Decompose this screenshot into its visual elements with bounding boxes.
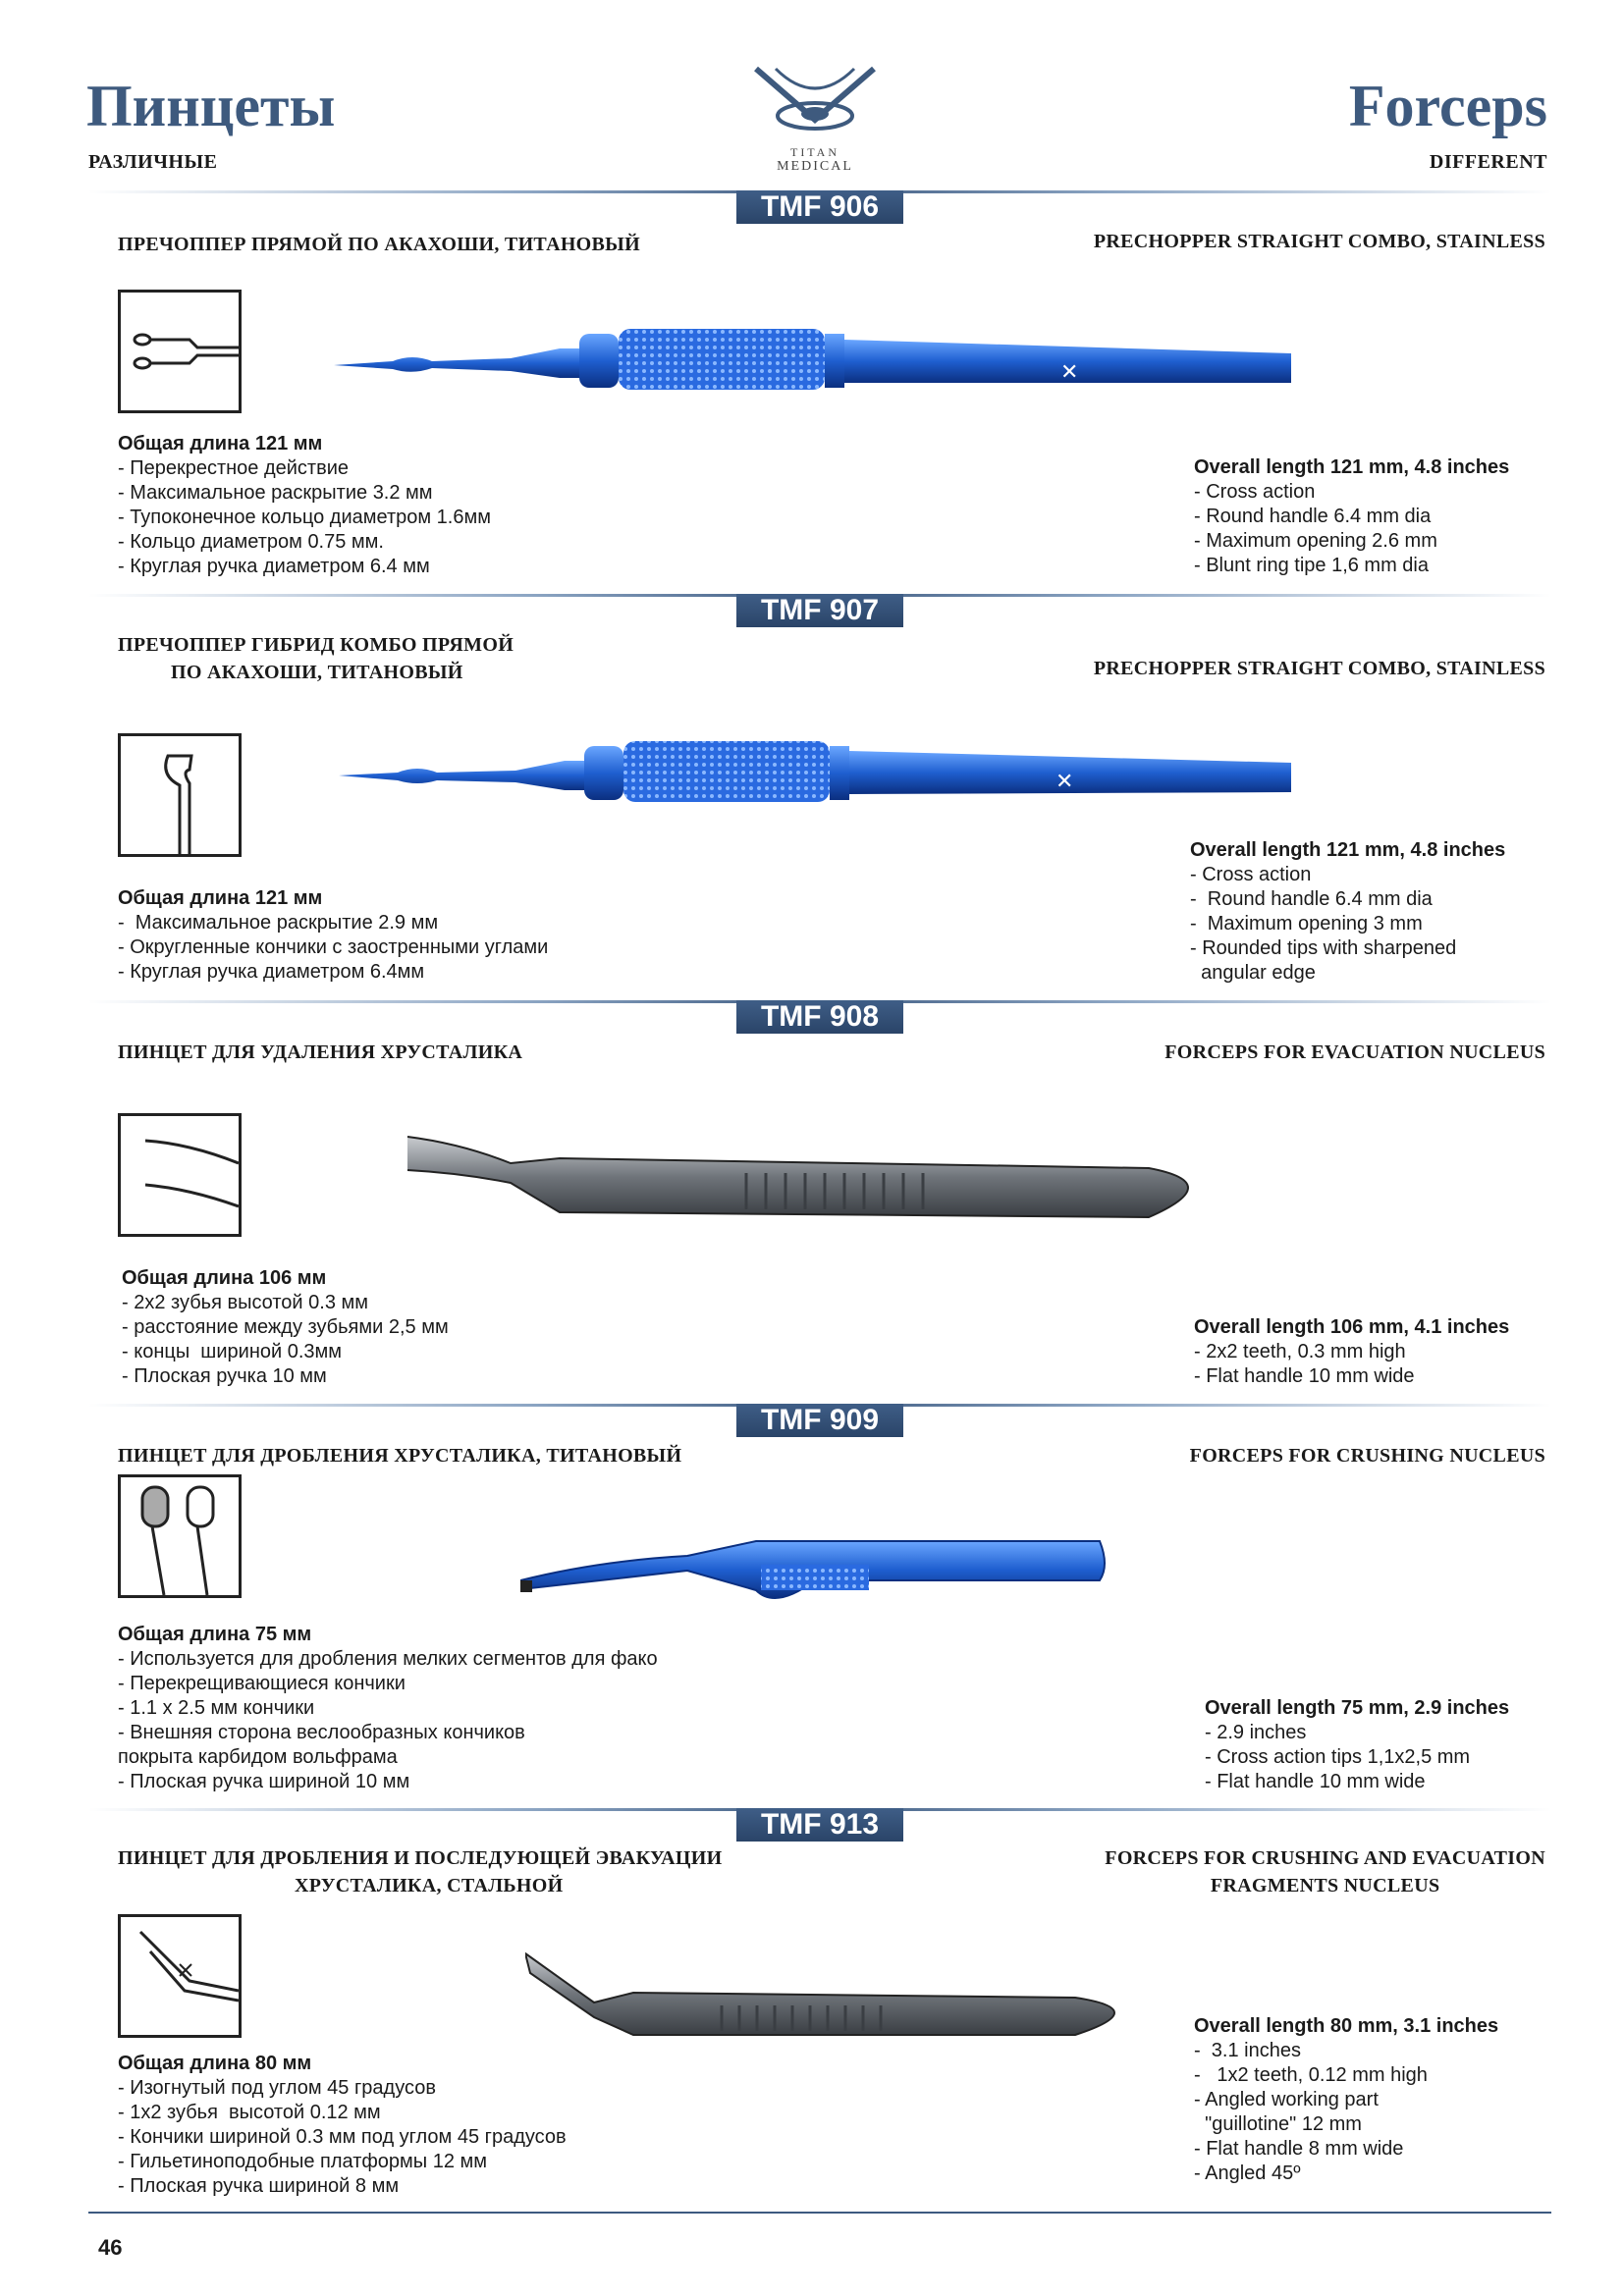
spec-line-en: angular edge [1190,962,1316,984]
spec-head-ru: Общая длина 121 мм [118,433,323,454]
instrument-image [334,304,1296,417]
product-title-ru: ПИНЦЕТ ДЛЯ УДАЛЕНИЯ ХРУСТАЛИКА [118,1041,523,1063]
section-band [88,1404,1551,1437]
guillotine-forceps-steel-icon [525,1949,1154,2056]
paddle-tip-icon [121,1477,239,1595]
specs-en [1190,838,1505,986]
tip-detail-thumbnail [118,733,242,857]
section-band [88,190,1551,224]
product-title-en: PRECHOPPER STRAIGHT COMBO, STAINLESS [1093,231,1545,252]
footer-divider [88,2212,1551,2214]
product-title-ru: ПРЕЧОППЕР ГИБРИД КОМБО ПРЯМОЙ ПО АКАХОШИ, ТИТАНОВЫЙ [118,634,514,683]
page-title-en: Forceps [1348,74,1547,138]
evacuation-forceps-steel-icon [403,1129,1237,1237]
svg-text:✕: ✕ [1056,769,1074,793]
spec-line-en: - Round handle 6.4 mm dia [1190,888,1433,910]
spec-head-ru: Общая длина 75 мм [118,1624,312,1645]
spec-line-ru: - Тупоконечное кольцо диаметром 1.6мм [118,507,491,528]
product-code: TMF 913 [736,1808,903,1842]
instrument-image [520,1512,1110,1625]
spec-line-en: - Round handle 6.4 mm dia [1194,506,1432,527]
spec-line-en: - 2.9 inches [1205,1722,1307,1743]
spec-line-en: - Flat handle 10 mm wide [1205,1771,1426,1792]
spec-head-en: Overall length 75 mm, 2.9 inches [1205,1697,1510,1719]
section-band [88,594,1551,627]
spec-line-en: "guillotine" 12 mm [1194,2113,1362,2135]
instrument-image [525,1949,1154,2061]
spec-line-ru: - 1.1 х 2.5 мм кончики [118,1697,315,1719]
logo-text-line1: TITAN [789,145,840,159]
spec-line-ru: - Плоская ручка шириной 8 мм [118,2175,400,2197]
product-title-ru: ПИНЦЕТ ДЛЯ ДРОБЛЕНИЯ И ПОСЛЕДУЮЩЕЙ ЭВАКУАЦИИ ХРУСТАЛИКА, СТАЛЬНОЙ [118,1847,723,1896]
product-title-en: FORCEPS FOR EVACUATION NUCLEUS [1164,1041,1545,1063]
spec-line-ru: - Изогнутый под углом 45 градусов [118,2077,436,2099]
spec-line-en: - Cross action [1190,864,1312,885]
page-subtitle-en: DIFFERENT [1429,151,1547,173]
crushing-forceps-blue-icon [520,1512,1110,1620]
spec-head-en: Overall length 121 mm, 4.8 inches [1194,456,1510,478]
product-title-en: FORCEPS FOR CRUSHING AND EVACUATION FRAGMENTS NUCLEUS [1105,1847,1545,1896]
spec-line-ru: - Максимальное раскрытие 2.9 мм [118,912,439,934]
svg-text:✕: ✕ [1060,359,1079,384]
instrument-image [339,721,1301,834]
product-title-ru: ПИНЦЕТ ДЛЯ ДРОБЛЕНИЯ ХРУСТАЛИКА, ТИТАНОВЫЙ [118,1445,682,1467]
spec-line-ru: - 1х2 зубья высотой 0.12 мм [118,2102,381,2123]
titan-medical-logo [741,61,889,179]
specs-en [1205,1696,1509,1794]
product-title-en: PRECHOPPER STRAIGHT COMBO, STAINLESS [1093,658,1545,679]
spec-line-en: - Flat handle 10 mm wide [1194,1365,1415,1387]
spec-line-en: - 2x2 teeth, 0.3 mm high [1194,1341,1406,1362]
logo-text-line2: MEDICAL [777,159,853,174]
spec-line-ru: - Круглая ручка диаметром 6.4мм [118,961,425,983]
product-code: TMF 907 [736,594,903,627]
product-code: TMF 906 [736,190,903,224]
spec-line-en: - Maximum opening 2.6 mm [1194,530,1437,552]
spec-line-ru: - Перекрещивающиеся кончики [118,1673,406,1694]
spec-head-ru: Общая длина 121 мм [118,887,323,909]
specs-ru [118,1623,658,1794]
spec-line-ru: - Перекрестное действие [118,457,350,479]
spec-line-ru: - Круглая ручка диаметром 6.4 мм [118,556,430,577]
spec-head-ru: Общая длина 80 мм [118,2053,312,2074]
spec-head-en: Overall length 80 mm, 3.1 inches [1194,2015,1499,2037]
specs-ru [118,886,548,985]
tip-detail-thumbnail [118,1113,242,1237]
page-title-ru: Пинцеты [86,74,336,138]
spec-line-ru: - 2х2 зубья высотой 0.3 мм [122,1292,369,1313]
angled-tip-icon [121,1917,239,2035]
spec-head-en: Overall length 121 mm, 4.8 inches [1190,839,1506,861]
spec-line-en: - Flat handle 8 mm wide [1194,2138,1404,2160]
tip-detail-thumbnail [118,290,242,413]
specs-en [1194,1315,1509,1389]
spec-line-en: - 1x2 teeth, 0.12 mm high [1194,2064,1428,2086]
ring-tip-icon [121,293,239,410]
product-title-en: FORCEPS FOR CRUSHING NUCLEUS [1189,1445,1545,1467]
prechopper-blue-icon [334,304,1296,412]
product-code: TMF 908 [736,1000,903,1034]
curved-tip-icon [121,1116,239,1234]
spec-line-ru: - Кольцо диаметром 0.75 мм. [118,531,384,553]
spec-line-ru: - Гильетиноподобные платформы 12 мм [118,2151,488,2172]
product-code: TMF 909 [736,1404,903,1437]
spec-line-en: - Cross action tips 1,1x2,5 mm [1205,1746,1471,1768]
spec-line-ru: - Плоская ручка шириной 10 мм [118,1771,410,1792]
page-number: 46 [98,2235,123,2260]
spec-line-ru: - Кончики шириной 0.3 мм под углом 45 градусов [118,2126,567,2148]
specs-ru [118,432,491,579]
page-subtitle-ru: РАЗЛИЧНЫЕ [88,151,218,173]
spec-line-ru: - Округленные кончики с заостренными углами [118,936,549,958]
spec-line-ru: - Максимальное раскрытие 3.2 мм [118,482,433,504]
spec-line-ru: - Плоская ручка 10 мм [122,1365,327,1387]
spec-line-ru: - расстояние между зубьями 2,5 мм [122,1316,449,1338]
prechopper-hybrid-blue-icon [339,721,1301,829]
specs-en [1194,455,1509,578]
spec-line-en: - Maximum opening 3 mm [1190,913,1423,934]
instrument-image [403,1129,1237,1242]
tip-detail-thumbnail [118,1474,242,1598]
spec-line-en: - Angled working part [1194,2089,1379,2110]
spec-line-en: - Angled 45º [1194,2163,1301,2184]
spec-line-en: - Cross action [1194,481,1316,503]
specs-ru [118,2052,567,2199]
spec-line-ru: - Внешняя сторона веслообразных кончиков [118,1722,525,1743]
hook-tip-icon [121,736,239,854]
tip-detail-thumbnail [118,1914,242,2038]
spec-line-ru: покрыта карбидом вольфрама [118,1746,398,1768]
section-band [88,1808,1551,1842]
spec-line-ru: - концы шириной 0.3мм [122,1341,343,1362]
specs-ru [122,1266,449,1389]
spec-head-ru: Общая длина 106 мм [122,1267,327,1289]
spec-line-en: - Blunt ring tipe 1,6 mm dia [1194,555,1429,576]
specs-en [1194,2014,1498,2186]
product-title-ru: ПРЕЧОППЕР ПРЯМОЙ ПО АКАХОШИ, ТИТАНОВЫЙ [118,234,640,255]
spec-line-en: - 3.1 inches [1194,2040,1301,2061]
spec-line-en: - Rounded tips with sharpened [1190,937,1457,959]
spec-line-ru: - Используется для дробления мелких сегментов для фако [118,1648,658,1670]
section-band [88,1000,1551,1034]
spec-head-en: Overall length 106 mm, 4.1 inches [1194,1316,1510,1338]
